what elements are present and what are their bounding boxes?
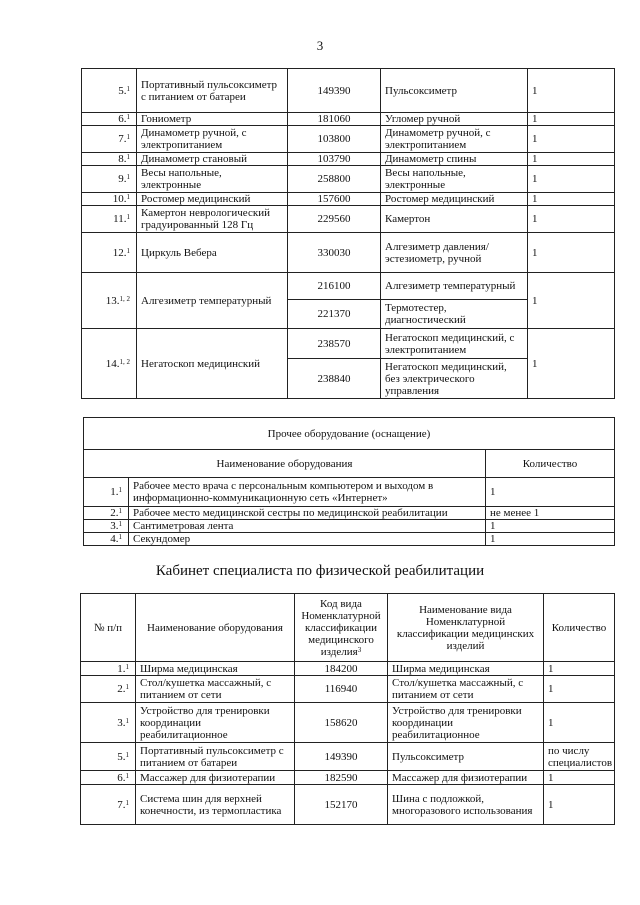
nkmi-type-name: Устройство для тренировки координации реабилитационное bbox=[388, 703, 544, 743]
equipment-name: Сантиметровая лента bbox=[129, 520, 486, 533]
quantity: 1 bbox=[544, 771, 615, 785]
nkmi-type-name: Алгезиметр давления/эстезиометр, ручной bbox=[381, 233, 528, 273]
nkmi-type-name: Пульсоксиметр bbox=[381, 69, 528, 113]
row-number: 6.$^1$ bbox=[82, 113, 137, 126]
table-row bbox=[82, 193, 615, 206]
section-title: Кабинет специалиста по физической реабилитации bbox=[155, 563, 485, 579]
table-row bbox=[82, 273, 615, 300]
row-number: 12.$^1$ bbox=[82, 233, 137, 273]
nkmi-code: 181060 bbox=[288, 113, 381, 126]
quantity: 1 bbox=[528, 206, 615, 233]
table-row bbox=[84, 507, 615, 520]
row-number: 2.$^1$ bbox=[81, 676, 136, 703]
quantity: 1 bbox=[528, 153, 615, 166]
nkmi-code: 258800 bbox=[288, 166, 381, 193]
table-row bbox=[81, 785, 615, 825]
quantity: 1 bbox=[544, 785, 615, 825]
nkmi-type-name: Весы напольные, электронные bbox=[381, 166, 528, 193]
table-title-row bbox=[84, 418, 615, 450]
nkmi-type-name: Алгезиметр температурный bbox=[381, 273, 528, 300]
row-number: 5.$^1$ bbox=[82, 69, 137, 113]
nkmi-code: 229560 bbox=[288, 206, 381, 233]
row-number: 5.$^1$ bbox=[81, 743, 136, 771]
nkmi-code: 184200 bbox=[295, 662, 388, 676]
quantity: по числу специалистов bbox=[544, 743, 615, 771]
quantity: 1 bbox=[528, 193, 615, 206]
equipment-name: Камертон неврологический градуированный 128 Гц bbox=[137, 206, 288, 233]
equipment-name: Рабочее место медицинской сестры по медицинской реабилитации bbox=[129, 507, 486, 520]
table-header-row bbox=[84, 450, 615, 478]
quantity: 1 bbox=[486, 533, 615, 546]
other-equipment-table bbox=[83, 417, 615, 546]
nkmi-type-name: Термотестер, диагностический bbox=[381, 300, 528, 329]
nkmi-code: 182590 bbox=[295, 771, 388, 785]
equipment-name: Устройство для тренировки координации реабилитационное bbox=[136, 703, 295, 743]
row-number: 8.$^1$ bbox=[82, 153, 137, 166]
nkmi-type-name: Массажер для физиотерапии bbox=[388, 771, 544, 785]
nkmi-type-name: Шина с подложкой, многоразового использования bbox=[388, 785, 544, 825]
quantity: 1 bbox=[544, 662, 615, 676]
row-number: 13.$^{1, 2}$ bbox=[82, 273, 137, 329]
nkmi-type-name: Угломер ручной bbox=[381, 113, 528, 126]
row-number: 1.$^1$ bbox=[81, 662, 136, 676]
column-header-code: Код вида Номенклатурной классификации медицинского изделия$^3$ bbox=[295, 594, 388, 662]
quantity: 1 bbox=[486, 478, 615, 507]
quantity: 1 bbox=[528, 113, 615, 126]
row-number: 7.$^1$ bbox=[82, 126, 137, 153]
table-row bbox=[81, 743, 615, 771]
row-number: 7.$^1$ bbox=[81, 785, 136, 825]
equipment-name: Динамометр ручной, с электропитанием bbox=[137, 126, 288, 153]
row-number: 9.$^1$ bbox=[82, 166, 137, 193]
quantity: 1 bbox=[528, 166, 615, 193]
row-number: 3.$^1$ bbox=[84, 520, 129, 533]
equipment-name: Рабочее место врача с персональным компьютером и выходом в информационно-коммуникационную сеть «Интернет» bbox=[129, 478, 486, 507]
row-number: 3.$^1$ bbox=[81, 703, 136, 743]
column-header-type-name: Наименование вида Номенклатурной классификации медицинских изделий bbox=[388, 594, 544, 662]
equipment-name: Портативный пульсоксиметр с питанием от батареи bbox=[137, 69, 288, 113]
quantity: не менее 1 bbox=[486, 507, 615, 520]
nkmi-code: 330030 bbox=[288, 233, 381, 273]
quantity: 1 bbox=[544, 676, 615, 703]
table-row bbox=[82, 69, 615, 113]
nkmi-code: 216100 bbox=[288, 273, 381, 300]
nkmi-code: 149390 bbox=[288, 69, 381, 113]
row-number: 6.$^1$ bbox=[81, 771, 136, 785]
table-row bbox=[81, 676, 615, 703]
equipment-name: Негатоскоп медицинский bbox=[137, 329, 288, 399]
equipment-table-continued bbox=[81, 68, 615, 399]
nkmi-code: 103790 bbox=[288, 153, 381, 166]
quantity: 1 bbox=[528, 126, 615, 153]
equipment-name: Гониометр bbox=[137, 113, 288, 126]
nkmi-type-name: Камертон bbox=[381, 206, 528, 233]
equipment-name: Весы напольные, электронные bbox=[137, 166, 288, 193]
row-number: 10.$^1$ bbox=[82, 193, 137, 206]
table-row bbox=[84, 520, 615, 533]
equipment-name: Массажер для физиотерапии bbox=[136, 771, 295, 785]
nkmi-type-name: Негатоскоп медицинский, без электрического управления bbox=[381, 359, 528, 399]
equipment-name: Портативный пульсоксиметр с питанием от батареи bbox=[136, 743, 295, 771]
quantity: 1 bbox=[544, 703, 615, 743]
nkmi-code: 221370 bbox=[288, 300, 381, 329]
table-row bbox=[81, 771, 615, 785]
table-row bbox=[84, 533, 615, 546]
nkmi-type-name: Ширма медицинская bbox=[388, 662, 544, 676]
row-number: 2.$^1$ bbox=[84, 507, 129, 520]
nkmi-code: 103800 bbox=[288, 126, 381, 153]
nkmi-code: 152170 bbox=[295, 785, 388, 825]
quantity: 1 bbox=[528, 329, 615, 399]
quantity: 1 bbox=[528, 69, 615, 113]
table-row bbox=[81, 703, 615, 743]
column-header-name: Наименование оборудования bbox=[84, 450, 486, 478]
column-header-number: № п/п bbox=[81, 594, 136, 662]
equipment-name: Циркуль Вебера bbox=[137, 233, 288, 273]
equipment-name: Алгезиметр температурный bbox=[137, 273, 288, 329]
nkmi-code: 158620 bbox=[295, 703, 388, 743]
table-row bbox=[82, 233, 615, 273]
table-row bbox=[82, 206, 615, 233]
nkmi-type-name: Стол/кушетка массажный, с питанием от сети bbox=[388, 676, 544, 703]
table-row bbox=[82, 153, 615, 166]
nkmi-type-name: Динамометр ручной, с электропитанием bbox=[381, 126, 528, 153]
row-number: 14.$^{1, 2}$ bbox=[82, 329, 137, 399]
quantity: 1 bbox=[486, 520, 615, 533]
column-header-quantity: Количество bbox=[544, 594, 615, 662]
nkmi-code: 116940 bbox=[295, 676, 388, 703]
table-title: Прочее оборудование (оснащение) bbox=[84, 418, 615, 450]
nkmi-code: 238570 bbox=[288, 329, 381, 359]
nkmi-type-name: Динамометр спины bbox=[381, 153, 528, 166]
equipment-name: Ростомер медицинский bbox=[137, 193, 288, 206]
equipment-name: Ширма медицинская bbox=[136, 662, 295, 676]
row-number: 11.$^1$ bbox=[82, 206, 137, 233]
page-number: 3 bbox=[316, 38, 324, 53]
table-row bbox=[82, 126, 615, 153]
quantity: 1 bbox=[528, 233, 615, 273]
nkmi-code: 238840 bbox=[288, 359, 381, 399]
equipment-name: Динамометр становый bbox=[137, 153, 288, 166]
table-row bbox=[82, 329, 615, 359]
table-row bbox=[84, 478, 615, 507]
quantity: 1 bbox=[528, 273, 615, 329]
table-header-row bbox=[81, 594, 615, 662]
table-row bbox=[81, 662, 615, 676]
row-number: 1.$^1$ bbox=[84, 478, 129, 507]
physical-rehab-equipment-table bbox=[80, 593, 615, 825]
nkmi-type-name: Ростомер медицинский bbox=[381, 193, 528, 206]
nkmi-code: 149390 bbox=[295, 743, 388, 771]
nkmi-type-name: Негатоскоп медицинский, с электропитанием bbox=[381, 329, 528, 359]
row-number: 4.$^1$ bbox=[84, 533, 129, 546]
equipment-name: Секундомер bbox=[129, 533, 486, 546]
equipment-name: Система шин для верхней конечности, из термопластика bbox=[136, 785, 295, 825]
nkmi-type-name: Пульсоксиметр bbox=[388, 743, 544, 771]
column-header-name: Наименование оборудования bbox=[136, 594, 295, 662]
nkmi-code: 157600 bbox=[288, 193, 381, 206]
column-header-quantity: Количество bbox=[486, 450, 615, 478]
table-row bbox=[82, 113, 615, 126]
table-row bbox=[82, 166, 615, 193]
equipment-name: Стол/кушетка массажный, с питанием от сети bbox=[136, 676, 295, 703]
